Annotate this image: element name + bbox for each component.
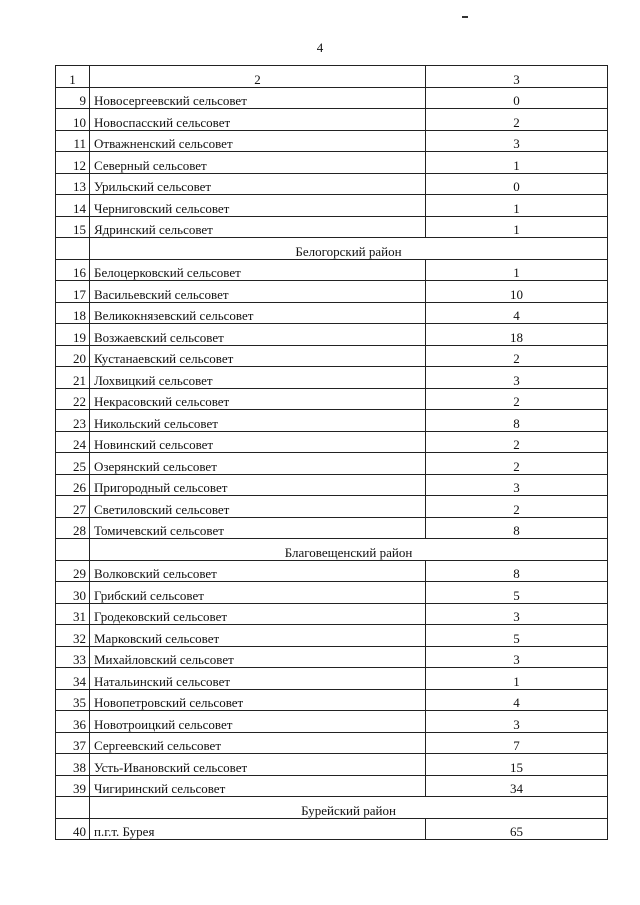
row-number: 32 bbox=[56, 625, 90, 647]
row-number: 10 bbox=[56, 109, 90, 131]
settlement-value: 3 bbox=[426, 711, 608, 733]
settlement-name: Марковский сельсовет bbox=[90, 625, 426, 647]
table-row bbox=[56, 689, 608, 711]
table-row bbox=[56, 431, 608, 453]
header-cell-value: 3 bbox=[426, 66, 608, 88]
table-row bbox=[56, 345, 608, 367]
row-number: 11 bbox=[56, 130, 90, 152]
row-number: 25 bbox=[56, 453, 90, 475]
section-blank-cell bbox=[56, 539, 90, 561]
settlement-name: Светиловский сельсовет bbox=[90, 496, 426, 518]
table-row bbox=[56, 259, 608, 281]
row-number: 17 bbox=[56, 281, 90, 303]
settlement-value: 18 bbox=[426, 324, 608, 346]
settlement-value: 7 bbox=[426, 732, 608, 754]
settlement-value: 3 bbox=[426, 603, 608, 625]
row-number: 36 bbox=[56, 711, 90, 733]
row-number: 18 bbox=[56, 302, 90, 324]
settlement-value: 8 bbox=[426, 517, 608, 539]
settlement-value: 0 bbox=[426, 173, 608, 195]
row-number: 27 bbox=[56, 496, 90, 518]
settlement-name: Чигиринский сельсовет bbox=[90, 775, 426, 797]
settlement-value: 1 bbox=[426, 668, 608, 690]
section-row bbox=[56, 539, 608, 561]
table-row bbox=[56, 582, 608, 604]
row-number: 34 bbox=[56, 668, 90, 690]
settlement-name: Никольский сельсовет bbox=[90, 410, 426, 432]
header-cell-number: 1 bbox=[56, 66, 90, 88]
settlement-value: 2 bbox=[426, 453, 608, 475]
settlement-value: 1 bbox=[426, 259, 608, 281]
table-row bbox=[56, 625, 608, 647]
table-row bbox=[56, 388, 608, 410]
settlement-name: Урильский сельсовет bbox=[90, 173, 426, 195]
section-title: Благовещенский район bbox=[90, 539, 608, 561]
settlement-name: Новинский сельсовет bbox=[90, 431, 426, 453]
settlement-name: Отважненский сельсовет bbox=[90, 130, 426, 152]
settlement-name: Пригородный сельсовет bbox=[90, 474, 426, 496]
settlement-name: Возжаевский сельсовет bbox=[90, 324, 426, 346]
settlement-value: 3 bbox=[426, 646, 608, 668]
row-number: 23 bbox=[56, 410, 90, 432]
table-row bbox=[56, 517, 608, 539]
settlement-name: Васильевский сельсовет bbox=[90, 281, 426, 303]
settlement-value: 5 bbox=[426, 625, 608, 647]
settlement-name: Гродековский сельсовет bbox=[90, 603, 426, 625]
settlement-value: 2 bbox=[426, 431, 608, 453]
settlement-value: 8 bbox=[426, 410, 608, 432]
settlement-value: 2 bbox=[426, 496, 608, 518]
table-row bbox=[56, 195, 608, 217]
settlement-name: п.г.т. Бурея bbox=[90, 818, 426, 840]
settlement-name: Томичевский сельсовет bbox=[90, 517, 426, 539]
table-row bbox=[56, 324, 608, 346]
settlement-value: 15 bbox=[426, 754, 608, 776]
settlement-value: 65 bbox=[426, 818, 608, 840]
settlements-table bbox=[55, 65, 608, 840]
section-row bbox=[56, 797, 608, 819]
settlement-name: Натальинский сельсовет bbox=[90, 668, 426, 690]
row-number: 22 bbox=[56, 388, 90, 410]
settlement-value: 3 bbox=[426, 367, 608, 389]
row-number: 28 bbox=[56, 517, 90, 539]
table-row bbox=[56, 818, 608, 840]
settlement-value: 2 bbox=[426, 388, 608, 410]
table-row bbox=[56, 152, 608, 174]
settlement-name: Северный сельсовет bbox=[90, 152, 426, 174]
settlement-name: Грибский сельсовет bbox=[90, 582, 426, 604]
settlement-name: Лохвицкий сельсовет bbox=[90, 367, 426, 389]
table-row bbox=[56, 87, 608, 109]
row-number: 16 bbox=[56, 259, 90, 281]
section-title: Белогорский район bbox=[90, 238, 608, 260]
table-row bbox=[56, 668, 608, 690]
header-cell-name: 2 bbox=[90, 66, 426, 88]
table-row bbox=[56, 754, 608, 776]
settlement-value: 1 bbox=[426, 152, 608, 174]
section-row bbox=[56, 238, 608, 260]
settlement-value: 34 bbox=[426, 775, 608, 797]
settlement-value: 4 bbox=[426, 302, 608, 324]
row-number: 12 bbox=[56, 152, 90, 174]
settlement-value: 5 bbox=[426, 582, 608, 604]
row-number: 20 bbox=[56, 345, 90, 367]
section-blank-cell bbox=[56, 238, 90, 260]
scan-mark bbox=[462, 16, 468, 18]
settlement-name: Новоспасский сельсовет bbox=[90, 109, 426, 131]
row-number: 19 bbox=[56, 324, 90, 346]
row-number: 15 bbox=[56, 216, 90, 238]
table-row bbox=[56, 367, 608, 389]
table-row bbox=[56, 109, 608, 131]
settlement-value: 10 bbox=[426, 281, 608, 303]
table-row bbox=[56, 775, 608, 797]
table-header-row bbox=[56, 66, 608, 88]
table-row bbox=[56, 496, 608, 518]
table-row bbox=[56, 453, 608, 475]
row-number: 38 bbox=[56, 754, 90, 776]
settlement-name: Черниговский сельсовет bbox=[90, 195, 426, 217]
settlement-value: 2 bbox=[426, 109, 608, 131]
settlement-name: Новосергеевский сельсовет bbox=[90, 87, 426, 109]
row-number: 31 bbox=[56, 603, 90, 625]
section-blank-cell bbox=[56, 797, 90, 819]
row-number: 14 bbox=[56, 195, 90, 217]
settlement-value: 4 bbox=[426, 689, 608, 711]
table-body bbox=[56, 66, 608, 840]
settlement-name: Новопетровский сельсовет bbox=[90, 689, 426, 711]
section-title: Бурейский район bbox=[90, 797, 608, 819]
row-number: 30 bbox=[56, 582, 90, 604]
settlement-value: 2 bbox=[426, 345, 608, 367]
settlement-name: Усть-Ивановский сельсовет bbox=[90, 754, 426, 776]
settlement-name: Великокнязевский сельсовет bbox=[90, 302, 426, 324]
table-row bbox=[56, 216, 608, 238]
table-row bbox=[56, 603, 608, 625]
table-row bbox=[56, 732, 608, 754]
row-number: 29 bbox=[56, 560, 90, 582]
row-number: 13 bbox=[56, 173, 90, 195]
row-number: 9 bbox=[56, 87, 90, 109]
row-number: 21 bbox=[56, 367, 90, 389]
settlement-name: Кустанаевский сельсовет bbox=[90, 345, 426, 367]
settlement-value: 8 bbox=[426, 560, 608, 582]
table-row bbox=[56, 646, 608, 668]
table-row bbox=[56, 474, 608, 496]
row-number: 35 bbox=[56, 689, 90, 711]
settlement-name: Ядринский сельсовет bbox=[90, 216, 426, 238]
table-row bbox=[56, 302, 608, 324]
settlement-value: 3 bbox=[426, 474, 608, 496]
table-row bbox=[56, 410, 608, 432]
table-row bbox=[56, 281, 608, 303]
row-number: 40 bbox=[56, 818, 90, 840]
row-number: 24 bbox=[56, 431, 90, 453]
settlement-value: 1 bbox=[426, 216, 608, 238]
settlement-name: Волковский сельсовет bbox=[90, 560, 426, 582]
table-row bbox=[56, 130, 608, 152]
table-row bbox=[56, 173, 608, 195]
settlement-name: Михайловский сельсовет bbox=[90, 646, 426, 668]
row-number: 33 bbox=[56, 646, 90, 668]
settlement-name: Белоцерковский сельсовет bbox=[90, 259, 426, 281]
settlement-name: Сергеевский сельсовет bbox=[90, 732, 426, 754]
settlement-value: 1 bbox=[426, 195, 608, 217]
row-number: 37 bbox=[56, 732, 90, 754]
page-number: 4 bbox=[316, 40, 324, 55]
table-row bbox=[56, 711, 608, 733]
settlement-value: 3 bbox=[426, 130, 608, 152]
settlement-value: 0 bbox=[426, 87, 608, 109]
settlement-name: Новотроицкий сельсовет bbox=[90, 711, 426, 733]
settlement-name: Озерянский сельсовет bbox=[90, 453, 426, 475]
settlement-name: Некрасовский сельсовет bbox=[90, 388, 426, 410]
row-number: 26 bbox=[56, 474, 90, 496]
table-row bbox=[56, 560, 608, 582]
row-number: 39 bbox=[56, 775, 90, 797]
